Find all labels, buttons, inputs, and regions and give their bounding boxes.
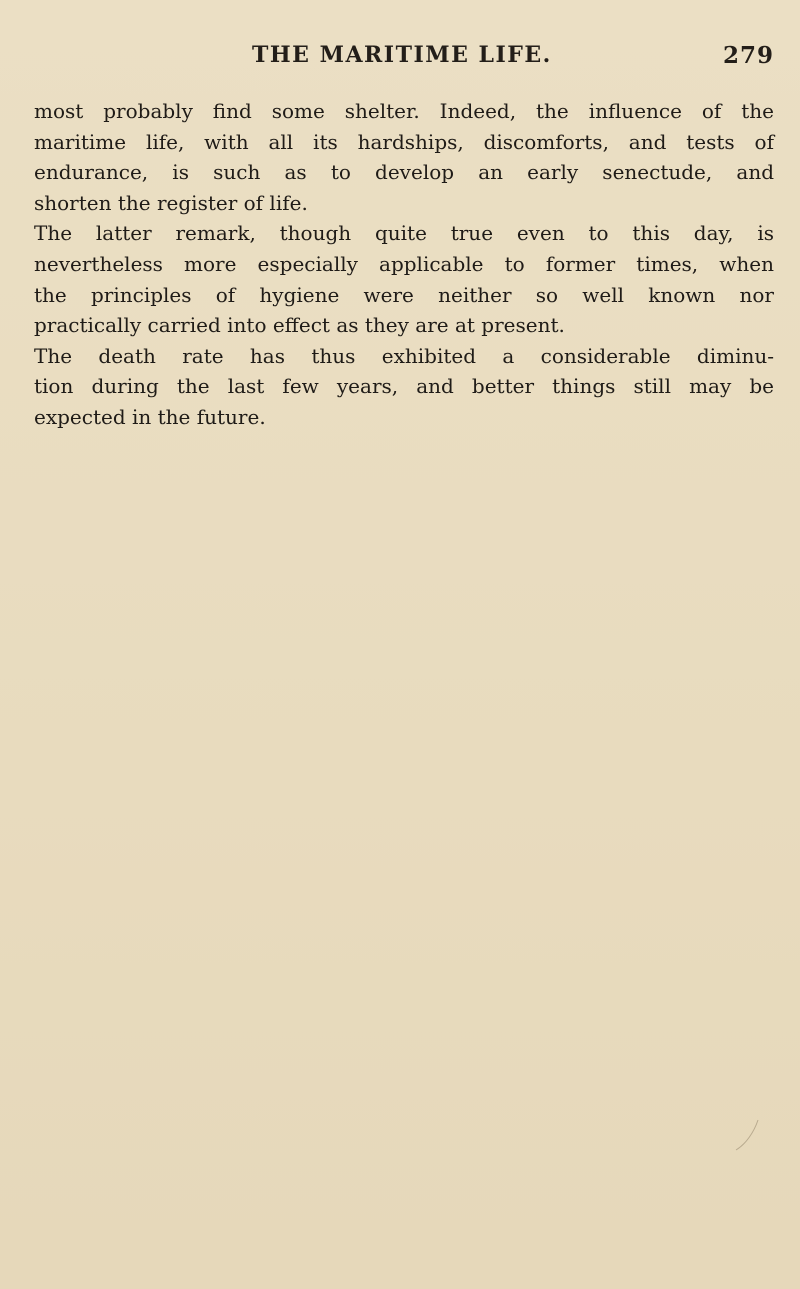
pencil-mark (734, 1118, 760, 1152)
text-line: maritime life, with all its hardships, discomforts, and tests of (34, 129, 774, 154)
text-line: the principles of hygiene were neither so well known nor (34, 282, 774, 307)
text-line: practically carried into effect as they are at present. (34, 313, 565, 338)
text-line: expected in the future. (34, 404, 266, 429)
text-line: nevertheless more especially applicable to former times, when (34, 251, 774, 276)
text-line: shorten the register of life. (34, 190, 308, 215)
text-line: tion during the last few years, and better things still may be (34, 374, 774, 399)
text-line: most probably find some shelter. Indeed, the influence of the (34, 99, 774, 123)
body-text (34, 96, 774, 433)
paragraph-3 (34, 341, 774, 433)
paragraph-1 (34, 96, 774, 218)
page-number: 279 (722, 42, 774, 69)
text-line: The death rate has thus exhibited a considerable diminu- (34, 343, 774, 368)
running-title: THE MARITIME LIFE. (252, 42, 552, 68)
paragraph-2 (34, 218, 774, 340)
running-head (34, 42, 774, 78)
text-line: endurance, is such as to develop an early senectude, and (34, 160, 774, 185)
text-line: The latter remark, though quite true even to this day, is (34, 221, 774, 246)
